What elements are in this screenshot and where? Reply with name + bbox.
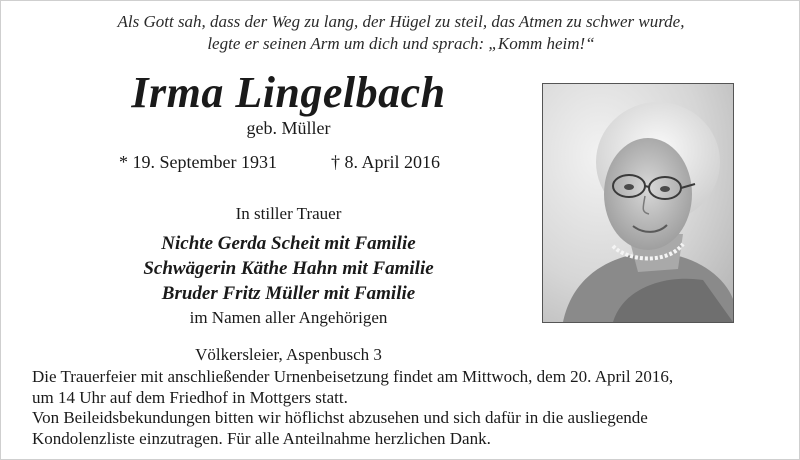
deceased-name: Irma Lingelbach — [131, 68, 446, 117]
birth-date: * 19. September 1931 — [119, 152, 277, 172]
mourning-intro: In stiller Trauer — [235, 204, 342, 223]
mourning-address: Völkersleier, Aspenbusch 3 — [195, 345, 382, 364]
portrait-photo — [542, 83, 734, 323]
notice-line-2: um 14 Uhr auf dem Friedhof in Mottgers statt. — [32, 387, 348, 407]
notice-line-4: Kondolenzliste einzutragen. Für alle Anteilnahme herzlichen Dank. — [32, 428, 491, 448]
verse-line-1: Als Gott sah, dass der Weg zu lang, der Hügel zu steil, das Atmen zu schwer wurde, — [117, 12, 685, 31]
maiden-name: geb. Müller — [246, 118, 331, 138]
mourner-name: Bruder Fritz Müller mit Familie — [161, 283, 416, 304]
mourner-name: Nichte Gerda Scheit mit Familie — [161, 233, 416, 254]
notice-line-3: Von Beileidsbekundungen bitten wir höflichst abzusehen und sich dafür in die ausliegende — [32, 408, 648, 427]
memorial-verse — [1, 11, 800, 55]
life-dates — [1, 149, 576, 175]
obituary-main-column — [1, 67, 576, 366]
mourners-list — [1, 231, 576, 306]
notice-line-1: Die Trauerfeier mit anschließender Urnenbeisetzung findet am Mittwoch, dem 20. April 2016, — [32, 367, 674, 386]
portrait-image — [543, 84, 733, 322]
death-date: † 8. April 2016 — [331, 152, 441, 172]
mourner-name: Schwägerin Käthe Hahn mit Familie — [143, 258, 434, 279]
verse-line-2: legte er seinen Arm um dich und sprach: „Komm heim!“ — [207, 34, 595, 53]
funeral-notice — [32, 367, 782, 449]
all-relatives-line: im Namen aller Angehörigen — [189, 308, 388, 327]
